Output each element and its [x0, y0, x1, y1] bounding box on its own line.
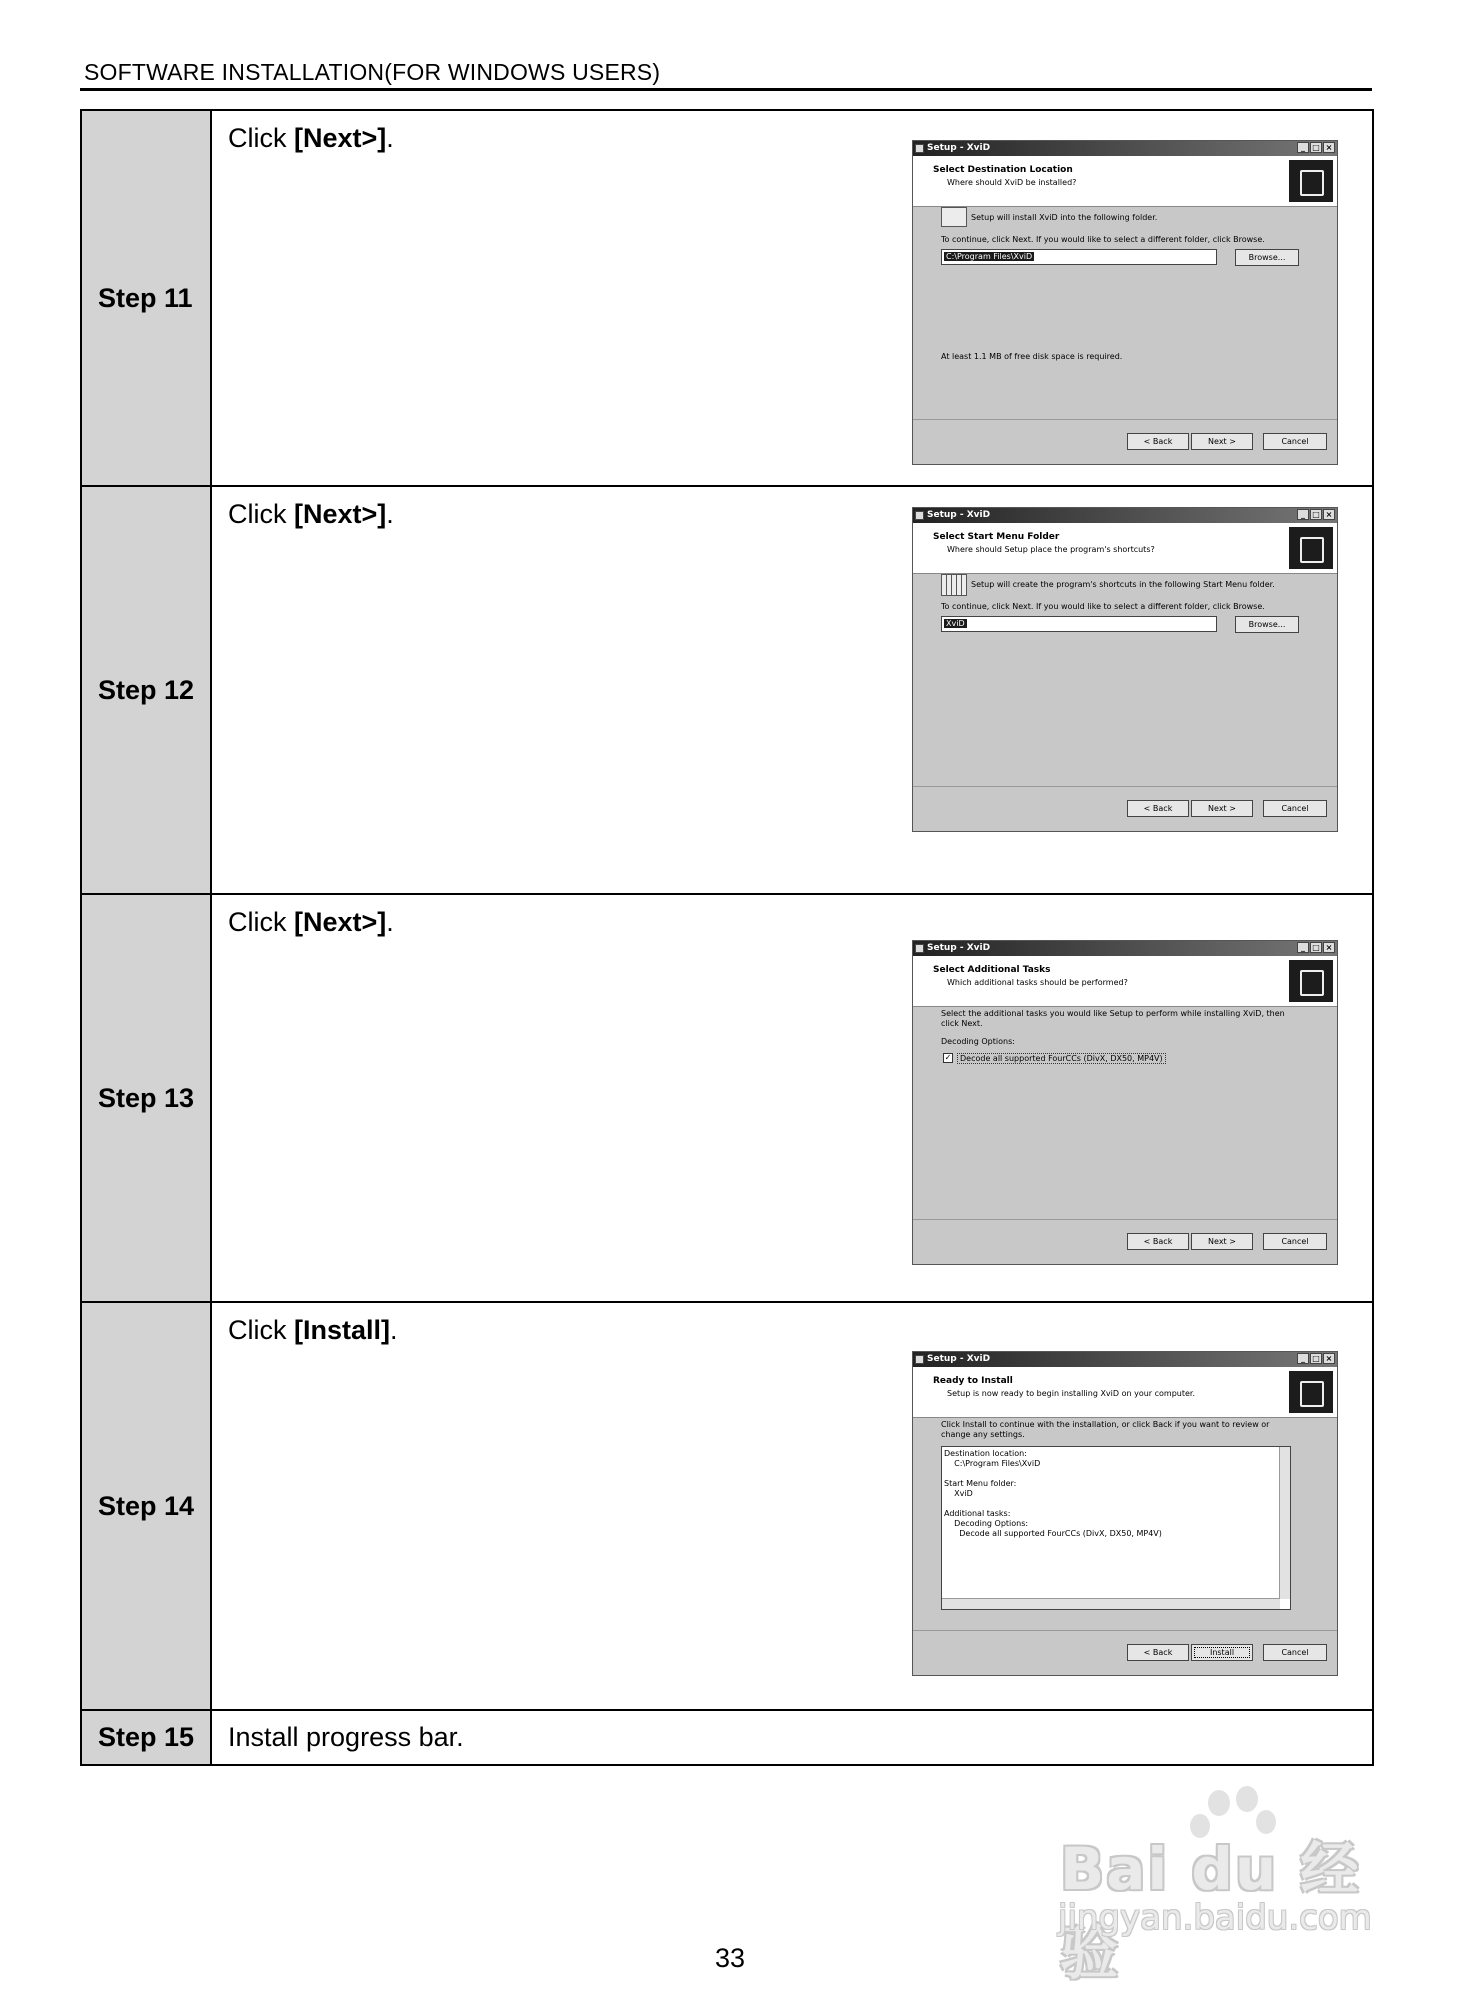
page-header-title: SOFTWARE INSTALLATION(FOR WINDOWS USERS): [84, 59, 661, 85]
dialog-titlebar: [913, 141, 1337, 156]
dialog-titlebar: [913, 508, 1337, 523]
step-15-content: [212, 1711, 1372, 1764]
dialog-body: [913, 574, 1337, 787]
maximize-icon[interactable]: □: [1310, 509, 1322, 520]
close-icon[interactable]: ×: [1323, 942, 1335, 953]
dialog-title: Setup - XviD: [927, 143, 991, 153]
memo-line: Decoding Options:: [944, 1519, 1029, 1528]
minimize-icon[interactable]: _: [1297, 1353, 1309, 1364]
horizontal-scrollbar[interactable]: [942, 1598, 1280, 1609]
memo-line: Additional tasks:: [944, 1509, 1011, 1518]
memo-line: XviD: [944, 1489, 973, 1498]
instruction-prefix: Click: [228, 499, 294, 529]
dialog-subheading: Where should Setup place the program's shortcuts?: [947, 545, 1155, 554]
setup-dialog-ready-to-install: [912, 1351, 1338, 1676]
app-icon: [915, 1355, 924, 1364]
step-12-content: [212, 487, 1372, 893]
memo-line: C:\Program Files\XviD: [944, 1459, 1041, 1468]
step-14-content: [212, 1303, 1372, 1709]
maximize-icon[interactable]: □: [1310, 1353, 1322, 1364]
dialog-line-2: To continue, click Next. If you would like to select a different folder, click Browse.: [941, 235, 1265, 244]
instruction-suffix: .: [386, 123, 394, 153]
setup-dialog-destination: [912, 140, 1338, 465]
dialog-line-2: To continue, click Next. If you would like to select a different folder, click Browse.: [941, 602, 1265, 611]
vertical-scrollbar[interactable]: [1279, 1447, 1290, 1599]
instruction-suffix: .: [386, 907, 394, 937]
start-menu-folder-input[interactable]: [941, 616, 1217, 632]
browse-button[interactable]: Browse...: [1235, 616, 1299, 633]
instruction-prefix: Click: [228, 1315, 294, 1345]
next-button[interactable]: Next >: [1191, 433, 1253, 450]
step-11-instruction: [228, 123, 394, 153]
dialog-heading: Select Start Menu Folder: [933, 532, 1060, 542]
step-15-text: Install progress bar.: [228, 1722, 464, 1752]
disk-space-note: At least 1.1 MB of free disk space is required.: [941, 352, 1123, 361]
start-menu-folder-value: XviD: [946, 619, 965, 628]
dialog-heading: Ready to Install: [933, 1376, 1013, 1386]
dialog-body: [913, 1007, 1337, 1220]
setup-computer-icon: [1289, 527, 1333, 569]
back-button[interactable]: < Back: [1127, 1644, 1189, 1661]
setup-computer-icon: [1289, 160, 1333, 202]
dialog-footer: [913, 786, 1337, 831]
destination-path-input[interactable]: [941, 249, 1217, 265]
cancel-button[interactable]: Cancel: [1263, 800, 1327, 817]
back-button[interactable]: < Back: [1127, 800, 1189, 817]
dialog-line-1: Setup will install XviD into the following folder.: [971, 213, 1158, 222]
destination-path-value: C:\Program Files\XviD: [946, 252, 1033, 261]
step-11-content: [212, 111, 1372, 485]
setup-computer-icon: [1289, 1371, 1333, 1413]
dialog-heading: Select Additional Tasks: [933, 965, 1051, 975]
folder-icon: [941, 207, 967, 227]
step-15-row: [82, 1711, 1372, 1766]
step-13-label: Step 13: [82, 895, 212, 1301]
instruction-button-name: [Next>]: [294, 123, 387, 153]
dialog-body: [913, 207, 1337, 420]
dialog-header: [913, 156, 1337, 207]
instruction-suffix: .: [386, 499, 394, 529]
watermark-brand: Bai du 经验: [1060, 1835, 1361, 1987]
install-summary-memo[interactable]: [941, 1446, 1291, 1610]
next-button[interactable]: Next >: [1191, 800, 1253, 817]
step-14-row: [82, 1303, 1372, 1711]
dialog-header: [913, 1367, 1337, 1418]
step-12-instruction: [228, 499, 394, 529]
step-12-label: Step 12: [82, 487, 212, 893]
instruction-button-name: [Next>]: [294, 499, 387, 529]
step-14-instruction: [228, 1315, 398, 1345]
cancel-button[interactable]: Cancel: [1263, 1233, 1327, 1250]
header-rule: [80, 88, 1372, 91]
step-13-content: [212, 895, 1372, 1301]
cancel-button[interactable]: Cancel: [1263, 433, 1327, 450]
dialog-header: [913, 523, 1337, 574]
decode-task-label[interactable]: Decode all supported FourCCs (DivX, DX50, MP4V): [957, 1053, 1166, 1064]
cancel-button[interactable]: Cancel: [1263, 1644, 1327, 1661]
instruction-suffix: .: [390, 1315, 398, 1345]
back-button[interactable]: < Back: [1127, 433, 1189, 450]
app-icon: [915, 944, 924, 953]
step-11-label: Step 11: [82, 111, 212, 485]
page-number: 33: [714, 1943, 746, 1973]
setup-dialog-start-menu: [912, 507, 1338, 832]
setup-computer-icon: [1289, 960, 1333, 1002]
instruction-prefix: Click: [228, 907, 294, 937]
baidu-watermark: [1058, 1790, 1398, 1987]
app-icon: [915, 511, 924, 520]
minimize-icon[interactable]: _: [1297, 509, 1309, 520]
dialog-titlebar: [913, 1352, 1337, 1367]
dialog-title: Setup - XviD: [927, 943, 991, 953]
dialog-line-1: Setup will create the program's shortcuts in the following Start Menu folder.: [971, 580, 1275, 589]
setup-dialog-additional-tasks: [912, 940, 1338, 1265]
back-button[interactable]: < Back: [1127, 1233, 1189, 1250]
dialog-titlebar: [913, 941, 1337, 956]
watermark-site: jingyan.baidu.com: [1058, 1898, 1372, 1938]
dialog-line-1b: click Next.: [941, 1019, 983, 1028]
dialog-body: [913, 1418, 1337, 1631]
step-14-label: Step 14: [82, 1303, 212, 1709]
browse-button[interactable]: Browse...: [1235, 249, 1299, 266]
instruction-button-name: [Next>]: [294, 907, 387, 937]
instruction-prefix: Click: [228, 123, 294, 153]
task-group-label: Decoding Options:: [941, 1037, 1015, 1046]
dialog-heading: Select Destination Location: [933, 165, 1073, 175]
steps-table: [80, 109, 1374, 1766]
dialog-line-1: Click Install to continue with the installation, or click Back if you want to review or: [941, 1420, 1270, 1429]
dialog-subheading: Where should XviD be installed?: [947, 178, 1077, 187]
minimize-icon[interactable]: _: [1297, 142, 1309, 153]
dialog-line-1b: change any settings.: [941, 1430, 1025, 1439]
start-menu-folder-icon: [941, 574, 967, 596]
step-11-row: [82, 111, 1372, 487]
dialog-footer: [913, 419, 1337, 464]
memo-line: Destination location:: [944, 1449, 1027, 1458]
memo-line: Decode all supported FourCCs (DivX, DX50, MP4V): [944, 1529, 1162, 1538]
dialog-subheading: Which additional tasks should be performed?: [947, 978, 1128, 987]
close-icon[interactable]: ×: [1323, 1353, 1335, 1364]
paw-toe: [1236, 1786, 1258, 1812]
step-12-row: [82, 487, 1372, 895]
dialog-header: [913, 956, 1337, 1007]
dialog-footer: [913, 1630, 1337, 1675]
decode-task-checkbox[interactable]: ✓: [944, 1053, 952, 1062]
instruction-button-name: [Install]: [294, 1315, 391, 1345]
app-icon: [915, 144, 924, 153]
step-13-instruction: [228, 907, 394, 937]
next-button[interactable]: Next >: [1191, 1233, 1253, 1250]
memo-line: Start Menu folder:: [944, 1479, 1017, 1488]
paw-toe: [1208, 1790, 1230, 1816]
minimize-icon[interactable]: _: [1297, 942, 1309, 953]
close-icon[interactable]: ×: [1323, 509, 1335, 520]
close-icon[interactable]: ×: [1323, 142, 1335, 153]
step-15-label: Step 15: [82, 1711, 212, 1764]
dialog-subheading: Setup is now ready to begin installing XviD on your computer.: [947, 1389, 1196, 1398]
dialog-title: Setup - XviD: [927, 510, 991, 520]
maximize-icon[interactable]: □: [1310, 142, 1322, 153]
dialog-line-1: Select the additional tasks you would like Setup to perform while installing XviD, then: [941, 1009, 1285, 1018]
maximize-icon[interactable]: □: [1310, 942, 1322, 953]
dialog-title: Setup - XviD: [927, 1354, 991, 1364]
step-13-row: [82, 895, 1372, 1303]
install-button[interactable]: Install: [1191, 1644, 1253, 1661]
dialog-footer: [913, 1219, 1337, 1264]
